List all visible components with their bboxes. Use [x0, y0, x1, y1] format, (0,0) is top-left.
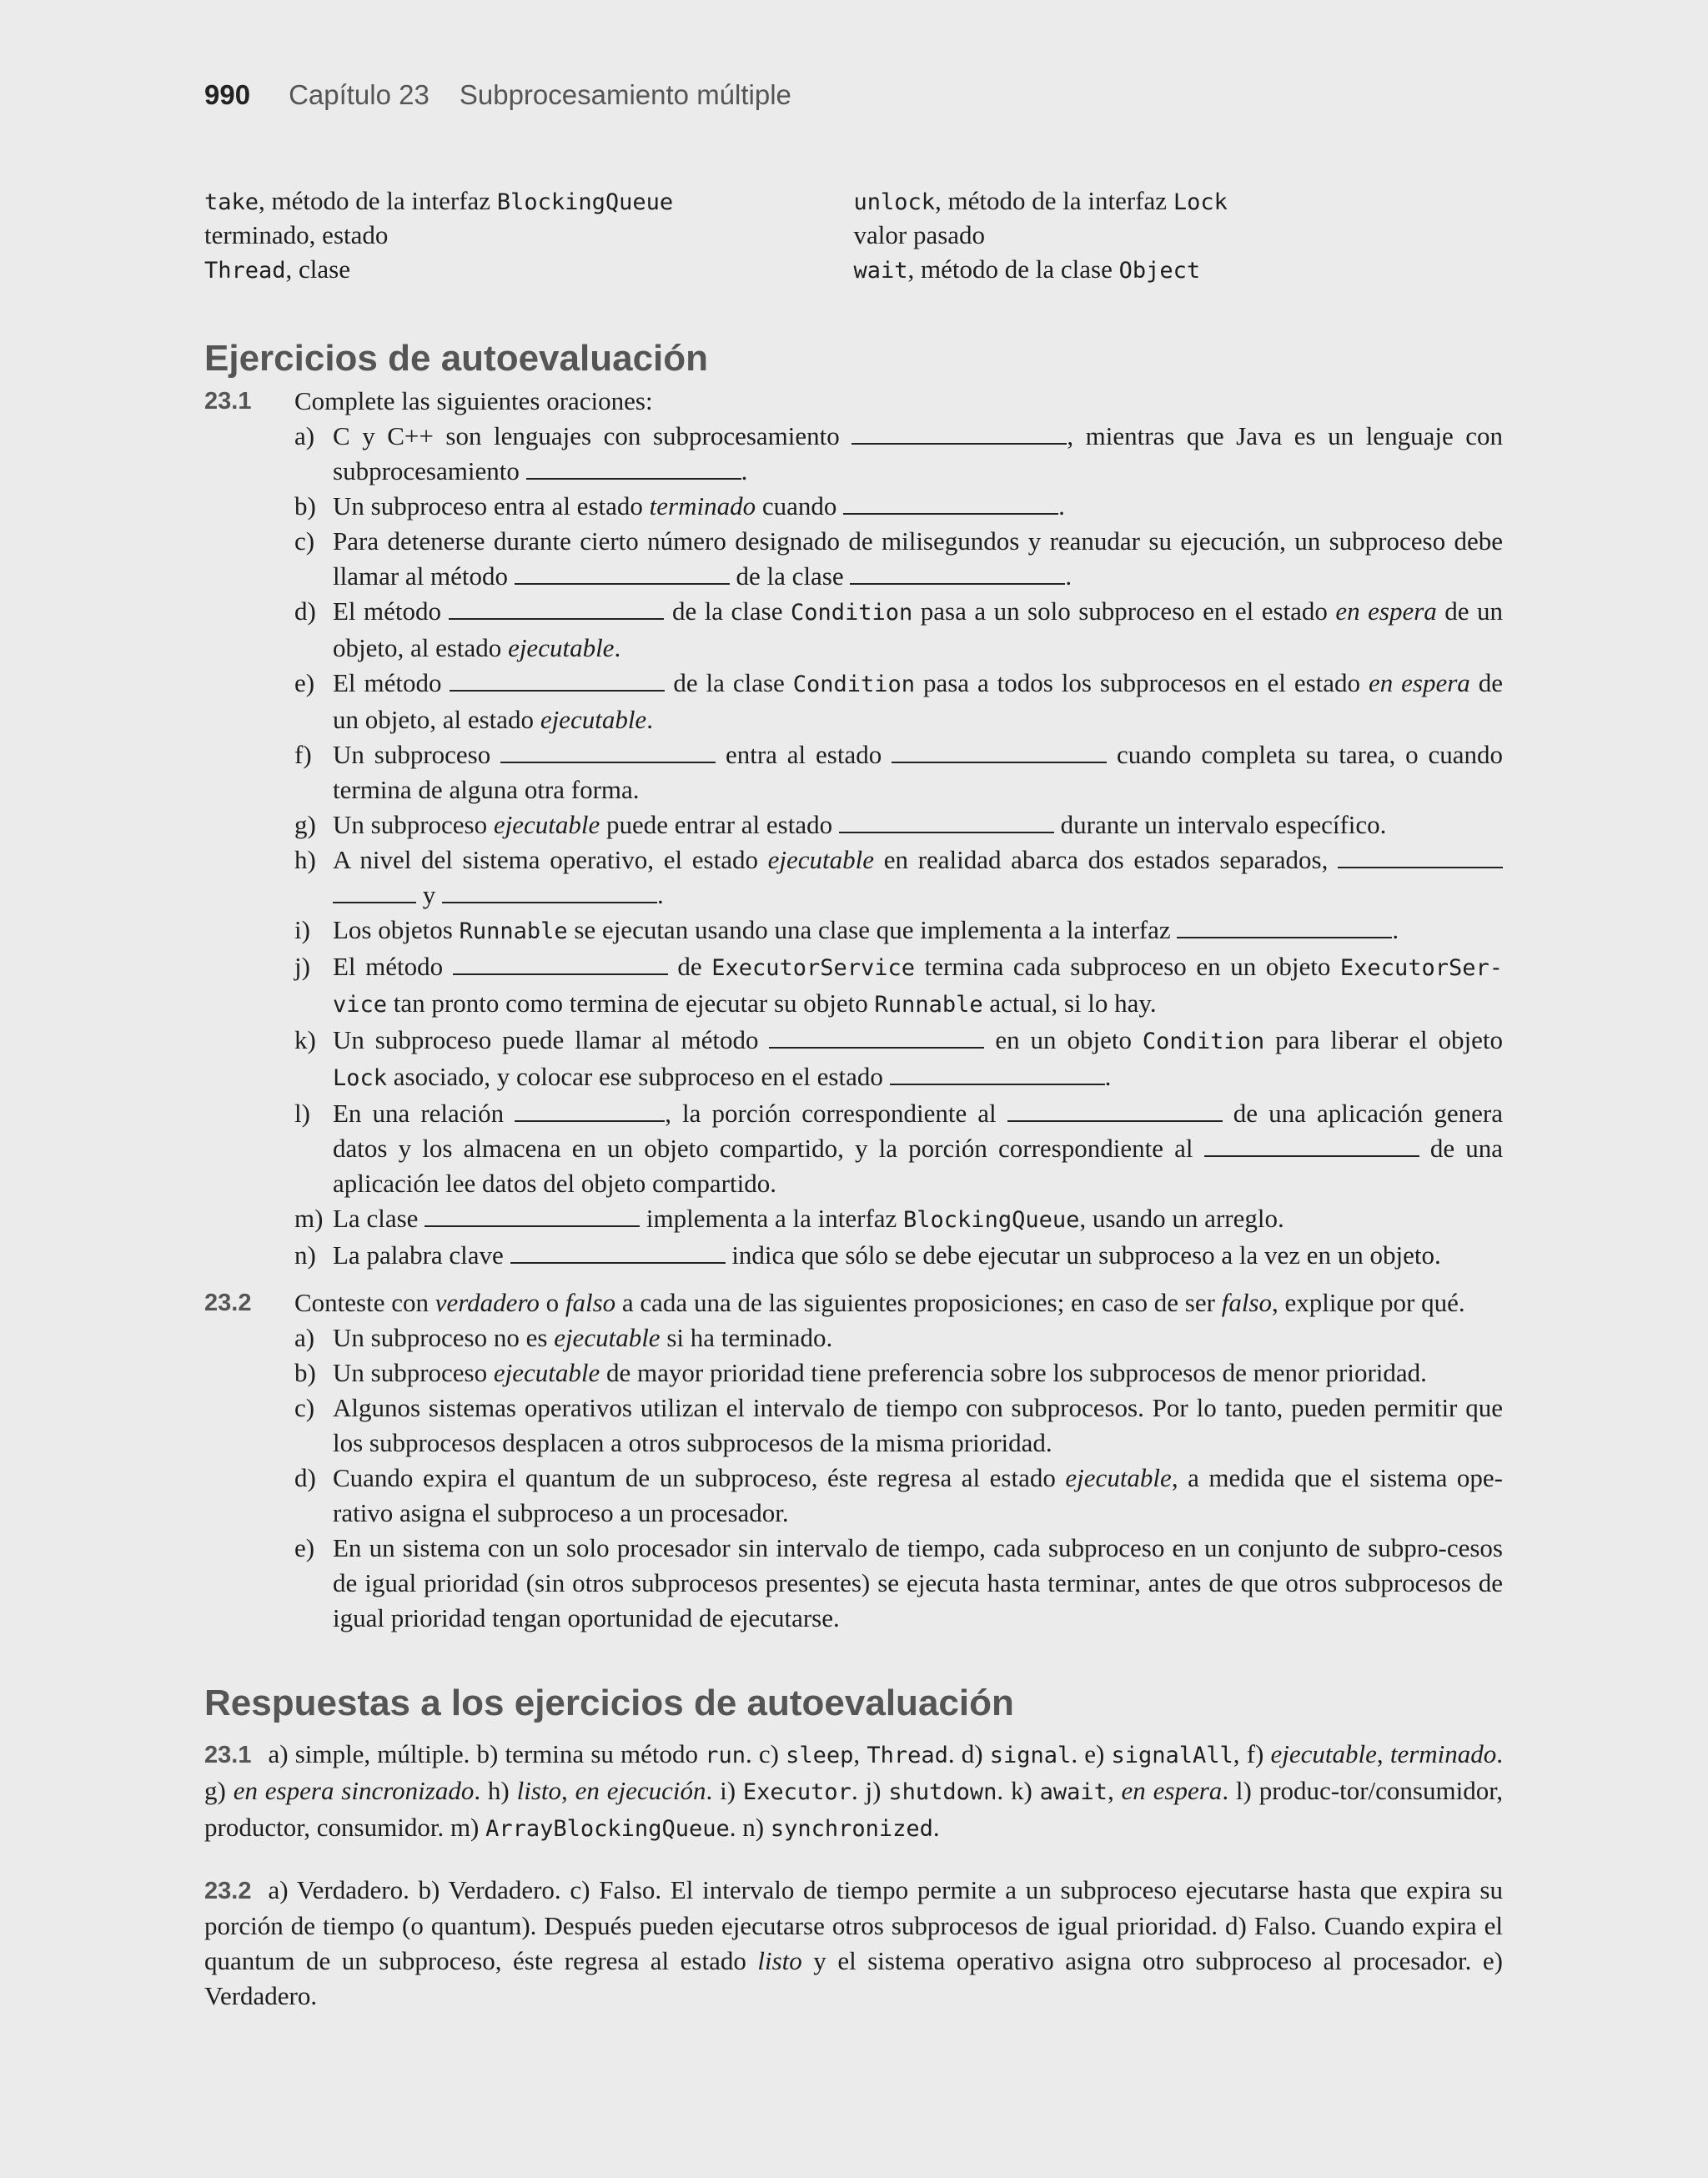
exercise-items — [294, 419, 1503, 1273]
answer-blank — [450, 668, 665, 692]
exercise-item-c: c) Algunos sistemas operativos utilizan el intervalo de tiempo con subprocesos. Por lo tanto, pueden permitir que los subprocesos desplacen a otros subprocesos de la misma prioridad. — [294, 1393, 1503, 1457]
answer-23-1: 23.1 a) simple, múltiple. b) termina su método run. c) sleep, Thread. d) signal. e) signalAll, f) ejecutable, terminado. g) en espera sincronizado. h) listo, en ejecución. i) Executor. j) shutdown. k) await, en espera. l) produc-tor/consumidor, productor, consumidor. m) ArrayBlockingQueue. n) synchronized. — [204, 1739, 1504, 1842]
terms-left-column — [204, 184, 854, 286]
exercise-item-d: d) Cuando expira el quantum de un subproceso, éste regresa al estado ejecutable, a medida que el sistema ope-rativo asigna el subproceso a un procesador. — [294, 1463, 1504, 1527]
exercise-23-2 — [204, 1285, 1503, 1636]
exercise-item-a: a) C y C++ son lenguajes con subprocesamiento , mientras que Java es un lenguaje con subprocesamiento . — [294, 421, 1504, 485]
key-terms — [204, 184, 1503, 286]
answer-blank — [839, 810, 1054, 833]
terms-right-column — [854, 184, 1504, 286]
answer-blank — [890, 1062, 1105, 1085]
chapter-label: Capítulo 23 — [289, 79, 430, 110]
chapter-title: Subprocesamiento múltiple — [459, 79, 791, 110]
answer-blank — [453, 952, 668, 975]
answer-number: 23.2 — [204, 1878, 252, 1904]
exercise-item-c: c) Para detenerse durante cierto número designado de milisegundos y reanudar su ejecución, un subproceso debe llamar al método de la clase . — [294, 526, 1503, 591]
term: unlock, método de la interfaz Lock — [853, 186, 1228, 215]
answer-blank — [500, 740, 716, 763]
answer-blank — [333, 880, 416, 903]
answer-blank — [442, 880, 657, 903]
exercise-item-b: b) Un subproceso ejecutable de mayor prioridad tiene preferencia sobre los subprocesos de menor prioridad. — [294, 1358, 1427, 1387]
exercise-item-f: f) Un subproceso entra al estado cuando completa su tarea, o cuando termina de alguna otra forma. — [294, 740, 1504, 804]
answer-blank — [851, 421, 1067, 445]
answer-blank — [515, 561, 730, 585]
answer-blank — [510, 1240, 726, 1264]
exercise-item-k: k) Un subproceso puede llamar al método en un objeto Condition para liberar el objeto Lock asociado, y colocar ese subproceso en el estado . — [294, 1025, 1503, 1091]
term: wait, método de la clase Object — [853, 254, 1201, 284]
section-heading-self-review: Ejercicios de autoevaluación — [204, 338, 709, 379]
answer-number: 23.1 — [204, 1742, 252, 1768]
exercise-23-1 — [204, 384, 1503, 1273]
section-heading-answers: Respuestas a los ejercicios de autoevaluación — [204, 1683, 1014, 1723]
answer-23-2: 23.2 a) Verdadero. b) Verdadero. c) Falso. El intervalo de tiempo permite a un subproceso ejecutarse hasta que expira su porción de tiempo (o quantum). Después pueden ejecutarse otros subprocesos de igual prioridad. d) Falso. Cuando expira el quantum de un subproceso, éste regresa al estado listo y el sistema operativo asigna otro subproceso al procesador. e) Verdadero. — [204, 1875, 1503, 2010]
exercise-items — [294, 1320, 1503, 1636]
exercise-intro: Complete las siguientes oraciones: — [294, 386, 653, 415]
answer-blank — [1204, 1134, 1419, 1157]
exercise-item-n: n) La palabra clave indica que sólo se debe ejecutar un subproceso a la vez en un objeto. — [294, 1240, 1441, 1270]
answer-blank — [1338, 845, 1503, 868]
answer-blank — [1177, 915, 1392, 938]
answer-blank — [526, 456, 741, 480]
term: Thread, clase — [204, 254, 351, 284]
exercise-item-e: e) En un sistema con un solo procesador sin intervalo de tiempo, cada subproceso en un conjunto de subpro-cesos de igual prioridad (sin otros subprocesos presentes) se ejecuta hasta terminar, antes de que otros subprocesos de igual prioridad tengan oportunidad de ejecutarse. — [294, 1533, 1503, 1632]
exercise-item-d: d) El método de la clase Condition pasa a un solo subproceso en el estado en espera de un objeto, al estado ejecutable. — [294, 596, 1503, 662]
answer-blank — [1007, 1099, 1223, 1122]
exercise-item-l: l) En una relación , la porción correspondiente al de una aplicación genera datos y los almacena en un objeto compartido, y la porción correspondiente al de una aplicación lee datos del objeto compartido. — [294, 1099, 1503, 1198]
exercise-item-j: j) El método de ExecutorService termina cada subproceso en un objeto ExecutorSer- vice tan pronto como termina de ejecutar su objeto Runnable actual, si lo hay. — [294, 952, 1503, 1018]
answer-blank — [449, 596, 664, 620]
term: take, método de la interfaz BlockingQueue — [204, 186, 674, 215]
exercise-intro: Conteste con verdadero o falso a cada una de las siguientes proposiciones; en caso de ser falso, explique por qué. — [294, 1288, 1465, 1317]
exercise-number: 23.2 — [204, 1290, 252, 1316]
term: valor pasado — [853, 220, 986, 249]
running-head — [204, 79, 791, 111]
exercise-item-i: i) Los objetos Runnable se ejecutan usando una clase que implementa a la interfaz . — [294, 915, 1399, 944]
exercise-number: 23.1 — [204, 388, 252, 415]
answer-blank — [769, 1025, 984, 1049]
answer-blank — [850, 561, 1065, 585]
page-content — [204, 184, 1503, 2040]
exercise-item-g: g) Un subproceso ejecutable puede entrar al estado durante un intervalo específico. — [294, 810, 1387, 839]
page-number: 990 — [204, 79, 251, 110]
exercise-item-b: b) Un subproceso entra al estado terminado cuando . — [294, 491, 1065, 521]
answer-blank — [892, 740, 1107, 763]
answer-blank — [515, 1099, 665, 1122]
exercise-item-h: h) A nivel del sistema operativo, el estado ejecutable en realidad abarca dos estados separados, y . — [294, 843, 1503, 913]
answer-blank — [424, 1204, 640, 1227]
exercise-item-e: e) El método de la clase Condition pasa a todos los subprocesos en el estado en espera de un objeto, al estado ejecutable. — [294, 668, 1504, 734]
answer-blank — [843, 491, 1058, 515]
exercise-item-a: a) Un subproceso no es ejecutable si ha terminado. — [294, 1323, 833, 1352]
term: terminado, estado — [204, 220, 389, 249]
exercise-item-m: m) La clase implementa a la interfaz BlockingQueue, usando un arreglo. — [294, 1204, 1284, 1233]
